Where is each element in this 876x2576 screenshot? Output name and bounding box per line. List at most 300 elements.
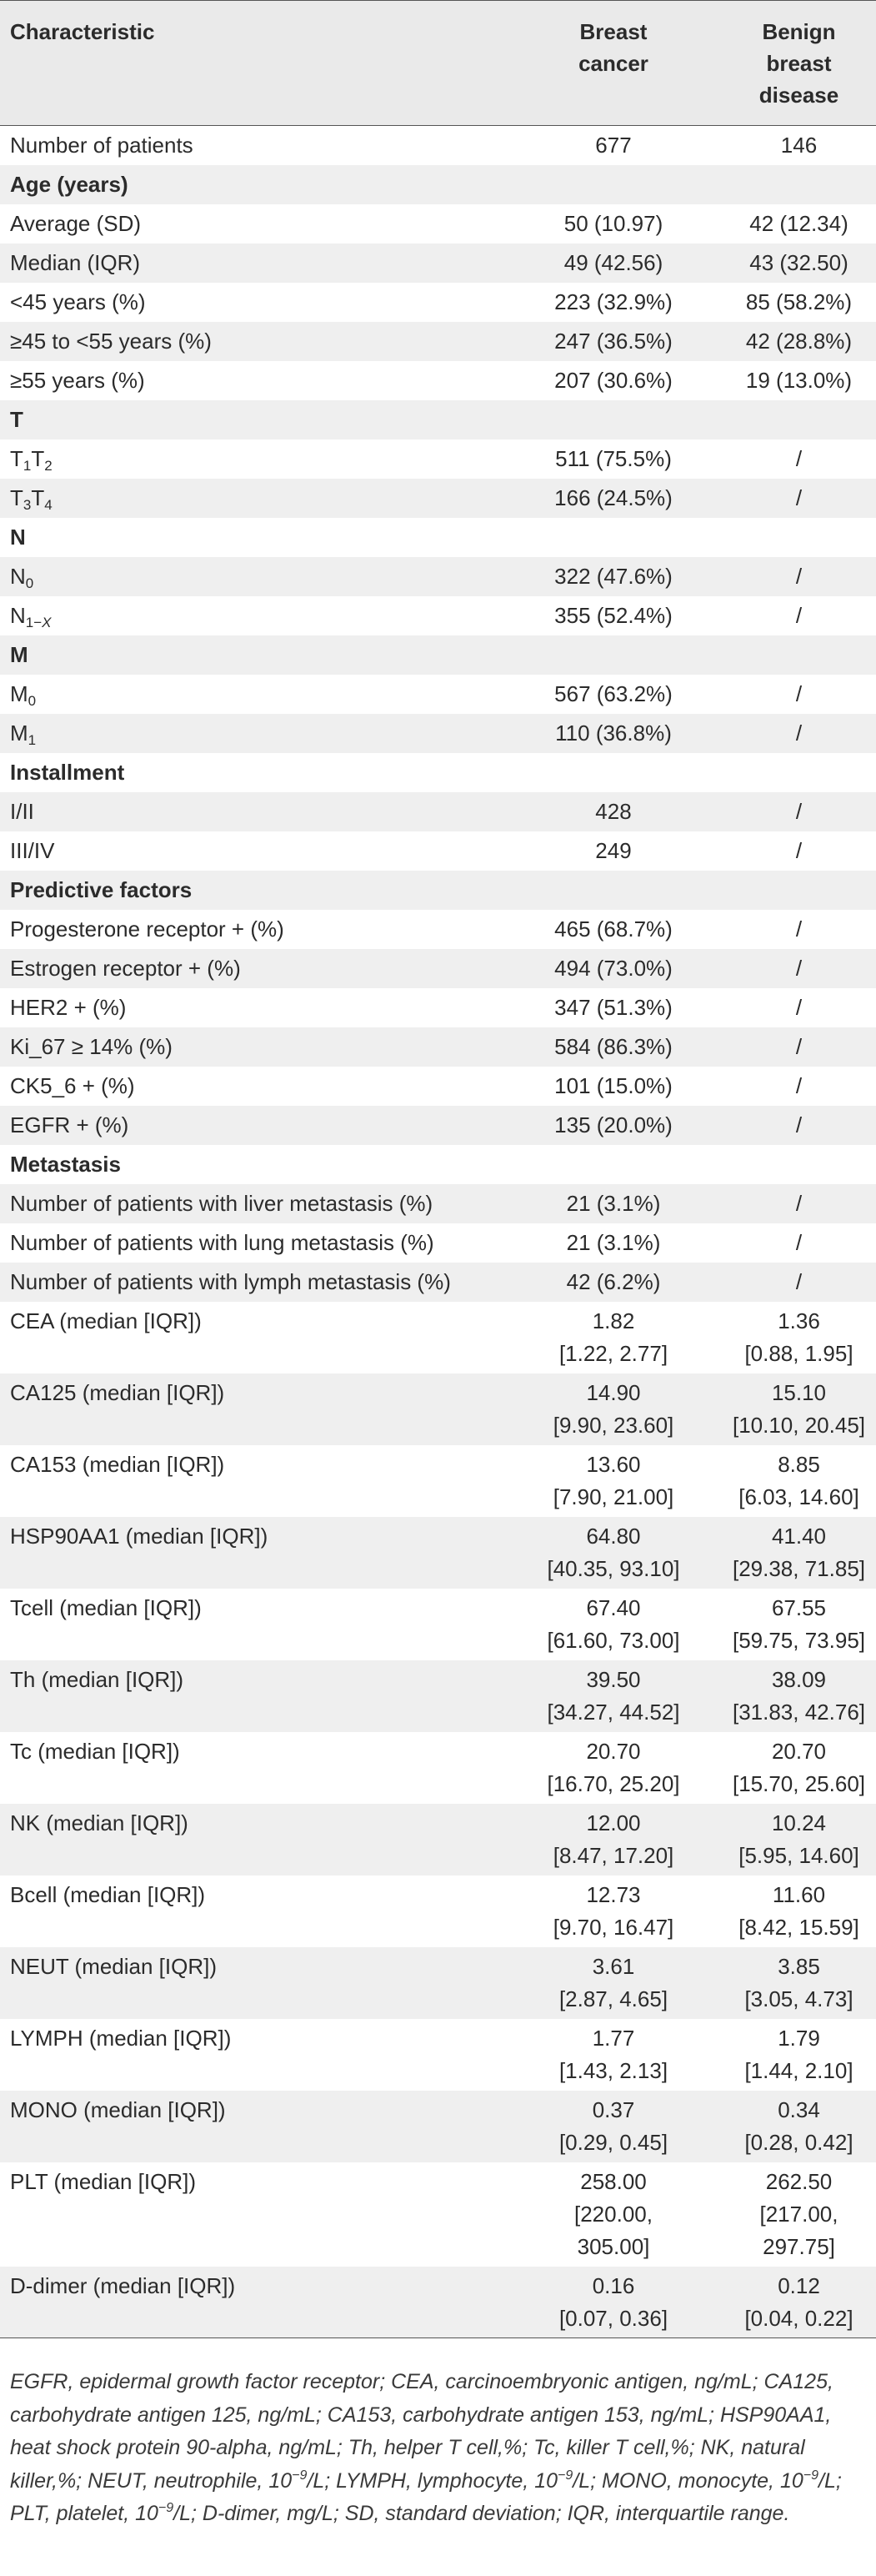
row-label: HER2 + (%): [10, 994, 127, 1020]
footnote-text: /L; PLT, platelet, 10: [10, 2468, 842, 2525]
benign-value: /: [795, 720, 803, 746]
breast-cancer-value: 347 (51.3%): [554, 994, 673, 1020]
breast-cancer-value: 67.40: [586, 1594, 641, 1620]
benign-value: [5.95, 14.60]: [738, 1842, 859, 1868]
row-label-cell: [0, 361, 505, 400]
breast-cancer-cell: [505, 1589, 722, 1660]
row-label: LYMPH (median [IQR]): [10, 2025, 232, 2051]
row-label-cell: [0, 596, 505, 635]
benign-cell: [722, 1732, 876, 1804]
section-row: [0, 871, 876, 910]
table-row: [0, 1660, 876, 1732]
row-label-cell: [0, 283, 505, 322]
breast-cancer-cell: [505, 1263, 722, 1302]
breast-cancer-cell: [505, 165, 722, 204]
row-label-cell: [0, 1876, 505, 1947]
benign-cell: [722, 1876, 876, 1947]
footnote-text: /L; MONO, monocyte, 10: [573, 2468, 803, 2493]
benign-cell: [722, 1145, 876, 1184]
benign-value: 1.79: [778, 2025, 820, 2051]
breast-cancer-cell: [505, 557, 722, 596]
table-row: [0, 1804, 876, 1876]
benign-cell: [722, 557, 876, 596]
row-label: Number of patients with lung metastasis (%): [10, 1229, 434, 1255]
row-label-cell: [0, 753, 505, 792]
breast-cancer-cell: [505, 714, 722, 753]
benign-value: /: [795, 563, 803, 589]
benign-cell: [722, 949, 876, 988]
table-row: [0, 949, 876, 988]
row-label: Median (IQR): [10, 249, 141, 275]
benign-cell: [722, 439, 876, 479]
benign-value: 0.12: [778, 2272, 820, 2298]
breast-cancer-value: 567 (63.2%): [554, 680, 673, 706]
breast-cancer-cell: [505, 400, 722, 439]
benign-value: /: [795, 1268, 803, 1294]
row-label-subscript: 0: [25, 575, 34, 591]
breast-cancer-cell: [505, 635, 722, 675]
benign-value: 297.75]: [763, 2233, 835, 2259]
breast-cancer-value: 3.61: [592, 1953, 635, 1979]
row-label: D-dimer (median [IQR]): [10, 2272, 236, 2298]
breast-cancer-value: 20.70: [586, 1738, 641, 1764]
breast-cancer-cell: [505, 949, 722, 988]
row-label-cell: [0, 2091, 505, 2162]
breast-cancer-value: 12.00: [586, 1810, 641, 1835]
benign-cell: [722, 361, 876, 400]
breast-cancer-value: 13.60: [586, 1451, 641, 1477]
benign-value: [0.88, 1.95]: [744, 1340, 853, 1366]
breast-cancer-cell: [505, 439, 722, 479]
table-row: [0, 910, 876, 949]
benign-cell: [722, 753, 876, 792]
benign-value: [10.10, 20.45]: [732, 1412, 866, 1438]
row-label-cell: [0, 1263, 505, 1302]
row-label-cell: [0, 792, 505, 831]
breast-cancer-value: 42 (6.2%): [566, 1268, 661, 1294]
benign-cell: [722, 2162, 876, 2267]
table-header-row: [0, 1, 876, 126]
benign-value: 146: [780, 133, 818, 158]
breast-cancer-cell: [505, 204, 722, 244]
row-label-cell: [0, 949, 505, 988]
benign-value: 38.09: [771, 1666, 827, 1692]
row-label-cell: [0, 1027, 505, 1067]
table-row: [0, 675, 876, 714]
breast-cancer-value: [220.00,: [574, 2201, 653, 2227]
breast-cancer-value: 511 (75.5%): [555, 445, 672, 471]
benign-cell: [722, 2019, 876, 2091]
table-row: [0, 792, 876, 831]
header-benign: [722, 1, 876, 126]
benign-cell: [722, 675, 876, 714]
row-label-cell: [0, 675, 505, 714]
benign-cell: [722, 1660, 876, 1732]
benign-cell: [722, 871, 876, 910]
benign-cell: [722, 1027, 876, 1067]
row-label: Number of patients with liver metastasis (%): [10, 1190, 433, 1216]
row-label: T: [10, 485, 23, 510]
benign-value: 11.60: [772, 1881, 826, 1907]
breast-cancer-value: [0.29, 0.45]: [558, 2129, 668, 2155]
benign-value: /: [795, 680, 803, 706]
breast-cancer-cell: [505, 910, 722, 949]
benign-value: [29.38, 71.85]: [732, 1555, 866, 1581]
table-row: [0, 204, 876, 244]
row-label-cell: [0, 1589, 505, 1660]
row-label-cell: [0, 1445, 505, 1517]
benign-cell: [722, 1445, 876, 1517]
benign-cell: [722, 400, 876, 439]
breast-cancer-value: [9.70, 16.47]: [553, 1914, 674, 1940]
table-row: [0, 1027, 876, 1067]
row-label: ≥45 to <55 years (%): [10, 328, 212, 354]
benign-cell: [722, 1947, 876, 2019]
row-label-part2: T: [31, 485, 45, 510]
table-row: [0, 2267, 876, 2338]
section-row: [0, 518, 876, 557]
row-label-subscript2: 2: [44, 457, 53, 474]
row-label: PLT (median [IQR]): [10, 2168, 196, 2194]
row-label: Number of patients with lymph metastasis (%): [10, 1268, 451, 1294]
footnote-superscript: −9: [292, 2468, 308, 2483]
breast-cancer-value: 247 (36.5%): [554, 328, 673, 354]
breast-cancer-value: [2.87, 4.65]: [558, 1986, 668, 2011]
benign-cell: [722, 2267, 876, 2338]
row-label: NEUT (median [IQR]): [10, 1953, 218, 1979]
section-row: [0, 400, 876, 439]
row-label: Installment: [10, 759, 125, 785]
breast-cancer-value: 14.90: [586, 1379, 641, 1405]
row-label-cell: [0, 1106, 505, 1145]
breast-cancer-cell: [505, 871, 722, 910]
row-label-cell: [0, 1223, 505, 1263]
breast-cancer-value: 21 (3.1%): [566, 1190, 661, 1216]
row-label: CK5_6 + (%): [10, 1072, 135, 1098]
row-label-cell: [0, 714, 505, 753]
table-row: [0, 1732, 876, 1804]
benign-value: /: [795, 1112, 803, 1137]
benign-cell: [722, 322, 876, 361]
benign-cell: [722, 479, 876, 518]
breast-cancer-value: 1.77: [592, 2025, 635, 2051]
row-label-cell: [0, 1732, 505, 1804]
benign-cell: [722, 635, 876, 675]
row-label: NK (median [IQR]): [10, 1810, 188, 1835]
breast-cancer-value: 50 (10.97): [563, 210, 663, 236]
row-label: Number of patients: [10, 133, 193, 158]
table-row: [0, 1947, 876, 2019]
footnote-text: /L; LYMPH, lymphocyte, 10: [307, 2468, 558, 2493]
breast-cancer-cell: [505, 1067, 722, 1106]
breast-cancer-value: 207 (30.6%): [554, 367, 673, 393]
benign-value: 262.50: [765, 2168, 833, 2194]
row-label-cell: [0, 126, 505, 165]
row-label-subscript: 1: [28, 731, 37, 748]
benign-value: 43 (32.50): [749, 249, 848, 275]
row-label-cell: [0, 439, 505, 479]
row-label-cell: [0, 1067, 505, 1106]
breast-cancer-cell: [505, 1517, 722, 1589]
breast-cancer-cell: [505, 596, 722, 635]
breast-cancer-value: 465 (68.7%): [554, 916, 673, 942]
header-breast-cancer: [505, 1, 722, 126]
row-label: III/IV: [10, 837, 55, 863]
breast-cancer-value: [7.90, 21.00]: [553, 1484, 674, 1509]
breast-cancer-cell: [505, 831, 722, 871]
benign-cell: [722, 518, 876, 557]
row-label-cell: [0, 1184, 505, 1223]
benign-cell: [722, 1106, 876, 1145]
benign-value: /: [795, 602, 803, 628]
breast-cancer-cell: [505, 675, 722, 714]
benign-cell: [722, 2091, 876, 2162]
benign-cell: [722, 831, 876, 871]
row-label-cell: [0, 518, 505, 557]
section-row: [0, 1145, 876, 1184]
table-row: [0, 283, 876, 322]
benign-cell: [722, 1067, 876, 1106]
benign-value: 1.36: [778, 1308, 820, 1333]
benign-cell: [722, 792, 876, 831]
row-label-cell: [0, 557, 505, 596]
row-label-cell: [0, 1660, 505, 1732]
benign-cell: [722, 1184, 876, 1223]
breast-cancer-value: 223 (32.9%): [554, 289, 673, 314]
row-label: M: [10, 641, 28, 667]
breast-cancer-value: 494 (73.0%): [554, 955, 673, 981]
breast-cancer-cell: [505, 322, 722, 361]
row-label: Tc (median [IQR]): [10, 1738, 180, 1764]
table-row: [0, 2091, 876, 2162]
table-row: [0, 714, 876, 753]
benign-value: 85 (58.2%): [745, 289, 853, 314]
header-characteristic: Characteristic: [10, 19, 155, 44]
row-label-cell: [0, 400, 505, 439]
table-row: [0, 361, 876, 400]
row-label: T: [10, 445, 23, 471]
table-row: [0, 1517, 876, 1589]
benign-cell: [722, 714, 876, 753]
breast-cancer-cell: [505, 361, 722, 400]
table-row: [0, 1589, 876, 1660]
table-row: [0, 126, 876, 165]
row-label-cell: [0, 871, 505, 910]
breast-cancer-value: 110 (36.8%): [555, 720, 672, 746]
breast-cancer-value: 677: [595, 133, 632, 158]
benign-cell: [722, 165, 876, 204]
row-label: <45 years (%): [10, 289, 146, 314]
breast-cancer-value: 1.82: [592, 1308, 635, 1333]
breast-cancer-value: 64.80: [586, 1523, 641, 1549]
breast-cancer-cell: [505, 2019, 722, 2091]
breast-cancer-cell: [505, 1027, 722, 1067]
benign-value: [15.70, 25.60]: [732, 1770, 866, 1796]
footnote-text: EGFR, epidermal growth factor receptor; CEA, carcinoembryonic antigen, ng/mL; CA125, carbohydrate antigen 125, ng/mL; CA153, carbohydrate antigen 153, ng/mL; HSP90AA1, heat shock protein 90-alpha, ng/mL; Th, helper T cell,%; Tc, killer T cell,%; NK, natural killer,%; NEUT, neutrophile, 10: [10, 2370, 833, 2493]
table-row: [0, 1263, 876, 1302]
breast-cancer-value: 305.00]: [577, 2233, 650, 2259]
table-row: [0, 1302, 876, 1373]
row-label-subscript-italic: X: [42, 614, 52, 630]
benign-value: /: [795, 485, 803, 510]
breast-cancer-value: [0.07, 0.36]: [558, 2305, 668, 2331]
section-row: [0, 635, 876, 675]
row-label: M: [10, 720, 28, 746]
benign-cell: [722, 1589, 876, 1660]
table-row: [0, 1876, 876, 1947]
benign-value: 41.40: [771, 1523, 827, 1549]
row-label: Th (median [IQR]): [10, 1666, 184, 1692]
breast-cancer-cell: [505, 988, 722, 1027]
benign-value: [59.75, 73.95]: [732, 1627, 866, 1653]
benign-cell: [722, 596, 876, 635]
row-label-cell: [0, 635, 505, 675]
row-label: N: [10, 602, 26, 628]
footnote-superscript: −9: [803, 2468, 819, 2483]
breast-cancer-cell: [505, 126, 722, 165]
benign-cell: [722, 1302, 876, 1373]
breast-cancer-cell: [505, 2091, 722, 2162]
row-label: Bcell (median [IQR]): [10, 1881, 206, 1907]
row-label-cell: [0, 1804, 505, 1876]
breast-cancer-value: 21 (3.1%): [566, 1229, 661, 1255]
table-row: [0, 988, 876, 1027]
breast-cancer-value: [9.90, 23.60]: [553, 1412, 674, 1438]
breast-cancer-cell: [505, 479, 722, 518]
benign-value: [31.83, 42.76]: [732, 1699, 866, 1725]
benign-value: /: [795, 916, 803, 942]
row-label: M: [10, 680, 28, 706]
row-label: Progesterone receptor + (%): [10, 916, 284, 942]
row-label: CA153 (median [IQR]): [10, 1451, 225, 1477]
breast-cancer-cell: [505, 1373, 722, 1445]
row-label-cell: [0, 244, 505, 283]
header-breast-cancer-text: Breast cancer: [578, 19, 648, 76]
benign-cell: [722, 204, 876, 244]
row-label-cell: [0, 1947, 505, 2019]
footnote-superscript: −9: [158, 2501, 174, 2515]
breast-cancer-cell: [505, 1223, 722, 1263]
benign-value: /: [795, 955, 803, 981]
benign-value: 15.10: [771, 1379, 827, 1405]
header-benign-text: Benign breast disease: [758, 19, 839, 108]
benign-value: 42 (12.34): [749, 210, 848, 236]
table-footnote: [10, 2366, 868, 2531]
table-row: [0, 1184, 876, 1223]
footnote-text: /L; D-dimer, mg/L; SD, standard deviation; IQR, interquartile range.: [173, 2502, 790, 2525]
benign-value: 19 (13.0%): [745, 367, 853, 393]
breast-cancer-cell: [505, 2162, 722, 2267]
benign-value: [6.03, 14.60]: [738, 1484, 859, 1509]
breast-cancer-value: [1.43, 2.13]: [558, 2057, 668, 2083]
row-label-cell: [0, 479, 505, 518]
benign-value: 42 (28.8%): [745, 328, 853, 354]
table-row: [0, 596, 876, 635]
row-label-cell: [0, 1517, 505, 1589]
table-row: [0, 557, 876, 596]
table-row: [0, 1445, 876, 1517]
row-label: N: [10, 563, 26, 589]
row-label-cell: [0, 831, 505, 871]
row-label-cell: [0, 910, 505, 949]
benign-cell: [722, 1804, 876, 1876]
benign-value: 20.70: [771, 1738, 827, 1764]
breast-cancer-cell: [505, 1732, 722, 1804]
breast-cancer-value: [1.22, 2.77]: [558, 1340, 668, 1366]
row-label: Average (SD): [10, 210, 142, 236]
row-label: Ki_67 ≥ 14% (%): [10, 1033, 173, 1059]
breast-cancer-value: [61.60, 73.00]: [547, 1627, 680, 1653]
benign-cell: [722, 283, 876, 322]
row-label: EGFR + (%): [10, 1112, 129, 1137]
benign-value: /: [795, 1229, 803, 1255]
row-label: MONO (median [IQR]): [10, 2096, 226, 2122]
benign-value: [1.44, 2.10]: [744, 2057, 853, 2083]
benign-cell: [722, 910, 876, 949]
breast-cancer-value: [40.35, 93.10]: [547, 1555, 680, 1581]
breast-cancer-value: 355 (52.4%): [554, 602, 673, 628]
breast-cancer-value: 258.00: [580, 2168, 647, 2194]
breast-cancer-value: 101 (15.0%): [554, 1072, 673, 1098]
benign-value: /: [795, 445, 803, 471]
breast-cancer-cell: [505, 1145, 722, 1184]
breast-cancer-value: 166 (24.5%): [554, 485, 673, 510]
breast-cancer-value: 322 (47.6%): [554, 563, 673, 589]
benign-cell: [722, 988, 876, 1027]
row-label-subscript2: 4: [44, 496, 53, 513]
breast-cancer-cell: [505, 1302, 722, 1373]
breast-cancer-value: 49 (42.56): [563, 249, 663, 275]
breast-cancer-cell: [505, 1947, 722, 2019]
breast-cancer-value: 249: [595, 837, 632, 863]
row-label-cell: [0, 2019, 505, 2091]
benign-value: [0.28, 0.42]: [744, 2129, 853, 2155]
breast-cancer-value: [16.70, 25.20]: [547, 1770, 680, 1796]
benign-value: /: [795, 1033, 803, 1059]
breast-cancer-cell: [505, 792, 722, 831]
benign-value: 3.85: [778, 1953, 820, 1979]
benign-cell: [722, 244, 876, 283]
benign-cell: [722, 126, 876, 165]
benign-value: 10.24: [771, 1810, 827, 1835]
row-label-cell: [0, 322, 505, 361]
breast-cancer-cell: [505, 518, 722, 557]
table-body: [0, 126, 876, 2338]
row-label: I/II: [10, 798, 34, 824]
breast-cancer-cell: [505, 1804, 722, 1876]
row-label: HSP90AA1 (median [IQR]): [10, 1523, 268, 1549]
section-row: [0, 753, 876, 792]
table-row: [0, 439, 876, 479]
row-label-cell: [0, 1373, 505, 1445]
benign-value: 0.34: [778, 2096, 820, 2122]
section-row: [0, 165, 876, 204]
row-label: CA125 (median [IQR]): [10, 1379, 225, 1405]
table-row: [0, 479, 876, 518]
benign-value: /: [795, 994, 803, 1020]
benign-value: 67.55: [771, 1594, 827, 1620]
benign-value: 8.85: [778, 1451, 820, 1477]
breast-cancer-cell: [505, 2267, 722, 2338]
row-label: T: [10, 406, 23, 432]
breast-cancer-value: 584 (86.3%): [554, 1033, 673, 1059]
benign-value: [0.04, 0.22]: [744, 2305, 853, 2331]
row-label-subscript: 1−X: [25, 614, 52, 630]
breast-cancer-value: 12.73: [586, 1881, 641, 1907]
breast-cancer-value: [34.27, 44.52]: [547, 1699, 680, 1725]
row-label-subscript: 1: [23, 457, 32, 474]
breast-cancer-value: 0.16: [592, 2272, 635, 2298]
